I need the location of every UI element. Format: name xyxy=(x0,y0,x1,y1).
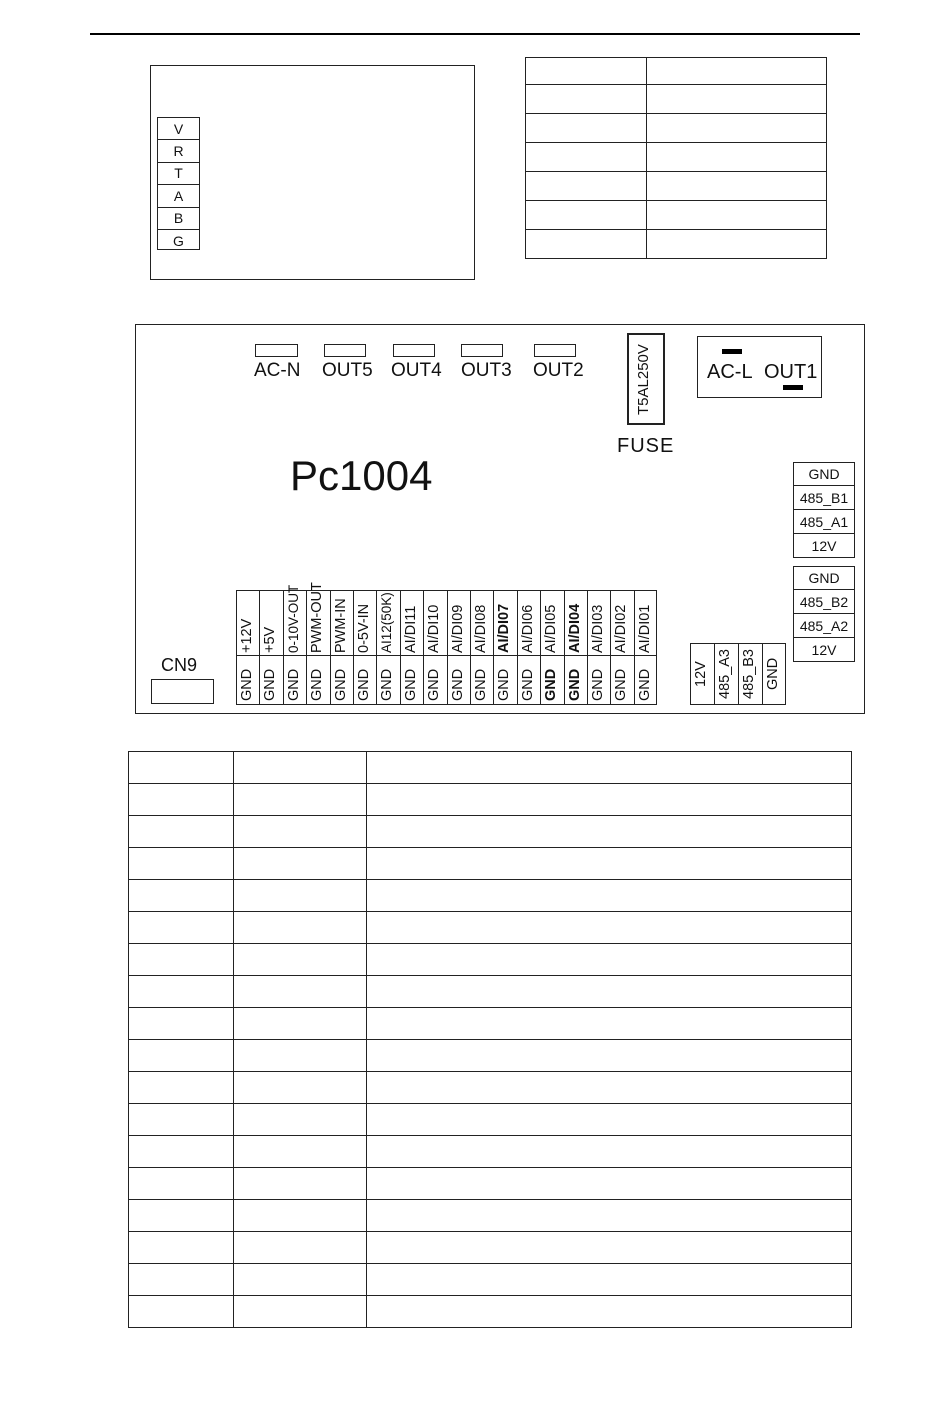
table-cell xyxy=(366,1008,851,1040)
table-row xyxy=(129,1168,852,1200)
rs485-separator xyxy=(738,643,739,705)
table-cell xyxy=(129,752,234,784)
terminal-label: OUT3 xyxy=(461,360,512,381)
io-header-separator xyxy=(517,590,518,705)
table-cell xyxy=(129,1104,234,1136)
board-model: Pc1004 xyxy=(290,452,433,499)
table-row xyxy=(129,1136,852,1168)
table-row xyxy=(129,1008,852,1040)
table-cell xyxy=(129,976,234,1008)
table-row xyxy=(129,752,852,784)
small-table-row xyxy=(526,201,827,230)
terminal-label: OUT5 xyxy=(322,360,373,381)
right-pin-label: GND xyxy=(793,566,855,590)
table-cell xyxy=(366,816,851,848)
out1-marker-top xyxy=(722,349,742,354)
rs485-pin-label: GND xyxy=(765,657,781,691)
table-cell xyxy=(366,1264,851,1296)
table-cell xyxy=(234,1264,366,1296)
table-cell xyxy=(234,912,366,944)
fuse-rating: T5AL250V xyxy=(635,344,652,416)
io-pin-top-label: AI12(50K) xyxy=(379,592,395,653)
table-cell xyxy=(366,1072,851,1104)
io-header-separator xyxy=(493,590,494,705)
io-header-separator xyxy=(540,590,541,705)
io-pin-top-label: +12V xyxy=(239,618,255,653)
io-pin-gnd-label: GND xyxy=(426,668,443,701)
io-pin-gnd-label: GND xyxy=(309,668,326,701)
io-header-separator xyxy=(634,590,635,705)
right-pin-label: 485_B2 xyxy=(793,590,855,614)
table-cell xyxy=(366,1200,851,1232)
io-header-separator xyxy=(447,590,448,705)
io-header-separator xyxy=(306,590,307,705)
small-table-row xyxy=(526,58,827,85)
table-cell xyxy=(129,944,234,976)
table-cell xyxy=(234,880,366,912)
table-cell xyxy=(234,816,366,848)
io-pin-gnd-label: GND xyxy=(496,668,513,701)
connector-pin-v: V xyxy=(157,117,200,140)
terminal-ac-n xyxy=(255,344,298,357)
table-row xyxy=(129,816,852,848)
io-pin-top-label: AI/DI09 xyxy=(449,604,466,653)
small-table-row xyxy=(526,143,827,172)
page-top-rule xyxy=(90,33,860,35)
connector-pin-a: A xyxy=(157,185,200,208)
table-row xyxy=(129,944,852,976)
bottom-table xyxy=(128,751,852,1328)
table-cell xyxy=(129,1136,234,1168)
table-cell xyxy=(234,784,366,816)
io-header-separator xyxy=(283,590,284,705)
terminal-label: OUT2 xyxy=(533,360,584,381)
table-row xyxy=(129,784,852,816)
table-cell xyxy=(366,1232,851,1264)
io-pin-top-label: +5V xyxy=(262,626,279,653)
small-table-cell xyxy=(646,85,826,114)
small-table-row xyxy=(526,172,827,201)
table-cell xyxy=(129,1296,234,1328)
table-cell xyxy=(129,1264,234,1296)
table-cell xyxy=(234,1232,366,1264)
io-pin-gnd-label: GND xyxy=(449,668,466,701)
io-pin-top-label: PWM-IN xyxy=(332,598,349,653)
small-table xyxy=(525,57,827,259)
cn9-connector xyxy=(151,679,214,704)
rs485-pin-label: 12V xyxy=(693,661,709,687)
table-cell xyxy=(129,1232,234,1264)
out1-label: OUT1 xyxy=(764,361,818,383)
io-pin-top-label: AI/DI01 xyxy=(636,604,653,653)
small-table-cell xyxy=(646,114,826,143)
table-cell xyxy=(366,1136,851,1168)
right-pin-label: 485_A2 xyxy=(793,614,855,638)
io-pin-top-label: AI/DI06 xyxy=(519,604,536,653)
table-cell xyxy=(234,976,366,1008)
small-table-cell xyxy=(526,201,647,230)
table-cell xyxy=(366,912,851,944)
table-cell xyxy=(366,1040,851,1072)
terminal-label: OUT4 xyxy=(391,360,442,381)
cn9-label: CN9 xyxy=(161,655,198,675)
table-row xyxy=(129,912,852,944)
small-table-cell xyxy=(526,230,647,259)
io-pin-gnd-label: GND xyxy=(332,668,349,701)
io-pin-top-label: AI/DI11 xyxy=(402,605,419,653)
small-table-cell xyxy=(526,85,647,114)
io-pin-gnd-label: GND xyxy=(613,668,630,701)
terminal-out4 xyxy=(393,344,435,357)
table-cell xyxy=(234,1296,366,1328)
io-pin-gnd-label: GND xyxy=(262,668,279,701)
io-pin-top-label: AI/DI05 xyxy=(543,604,560,653)
table-cell xyxy=(129,1168,234,1200)
terminal-out2 xyxy=(534,344,576,357)
table-cell xyxy=(366,1296,851,1328)
io-pin-top-label: 0-5V-IN xyxy=(356,603,372,653)
table-cell xyxy=(234,1008,366,1040)
io-header-separator xyxy=(470,590,471,705)
io-header-separator xyxy=(330,590,331,705)
table-cell xyxy=(129,816,234,848)
io-pin-gnd-label: GND xyxy=(473,668,489,701)
small-table-cell xyxy=(526,172,647,201)
io-pin-top-label: 0-10V-OUT xyxy=(285,584,301,653)
io-pin-gnd-label: GND xyxy=(402,668,419,701)
io-pin-top-label: PWM-OUT xyxy=(309,582,326,653)
small-table-cell xyxy=(526,114,647,143)
table-row xyxy=(129,1104,852,1136)
table-row xyxy=(129,1232,852,1264)
table-cell xyxy=(234,1168,366,1200)
io-pin-top-label: AI/DI02 xyxy=(613,604,630,653)
io-pin-top-label: AI/DI10 xyxy=(426,604,443,653)
io-header-separator xyxy=(353,590,354,705)
small-table-cell xyxy=(646,58,826,85)
connector-pin-t: T xyxy=(157,162,200,185)
table-cell xyxy=(366,752,851,784)
fuse-label: FUSE xyxy=(617,435,675,457)
table-cell xyxy=(129,784,234,816)
rs485-separator xyxy=(762,643,763,705)
io-pin-gnd-label: GND xyxy=(636,668,653,701)
table-cell xyxy=(234,944,366,976)
small-table-cell xyxy=(646,172,826,201)
table-cell xyxy=(366,848,851,880)
table-cell xyxy=(234,1200,366,1232)
io-pin-gnd-label: GND xyxy=(239,668,255,701)
connector-pin-b: B xyxy=(157,207,200,230)
table-cell xyxy=(366,944,851,976)
io-pin-gnd-label: GND xyxy=(356,668,372,701)
small-table-cell xyxy=(646,230,826,259)
rs485-pin-label: 485_A3 xyxy=(717,649,733,699)
table-cell xyxy=(366,1168,851,1200)
table-cell xyxy=(234,1104,366,1136)
table-row xyxy=(129,1200,852,1232)
io-header-separator xyxy=(376,590,377,705)
table-cell xyxy=(366,784,851,816)
connector-pin-g: G xyxy=(157,230,200,250)
io-header-separator xyxy=(610,590,611,705)
table-cell xyxy=(129,1072,234,1104)
table-cell xyxy=(129,912,234,944)
table-cell xyxy=(234,752,366,784)
io-pin-top-label: AI/DI07 xyxy=(496,603,513,653)
ac-l-label: AC-L xyxy=(707,361,753,383)
connector-pin-r: R xyxy=(157,140,200,163)
small-table-cell xyxy=(646,143,826,172)
small-table-cell xyxy=(646,201,826,230)
small-table-row xyxy=(526,230,827,259)
terminal-label: AC-N xyxy=(254,360,301,381)
io-pin-gnd-label: GND xyxy=(379,668,396,701)
table-row xyxy=(129,848,852,880)
io-pin-top-label: AI/DI04 xyxy=(566,603,583,653)
right-pin-label: 12V xyxy=(811,642,837,658)
table-cell xyxy=(129,1200,234,1232)
io-pin-gnd-label: GND xyxy=(590,668,606,701)
small-table-row xyxy=(526,85,827,114)
table-cell xyxy=(234,1136,366,1168)
table-cell xyxy=(129,1040,234,1072)
right-pin-label: GND xyxy=(793,462,855,486)
table-cell xyxy=(234,1040,366,1072)
io-header-separator xyxy=(400,590,401,705)
small-table-cell xyxy=(526,143,647,172)
right-pin-label: 485_B1 xyxy=(793,486,855,510)
io-pin-gnd-label: GND xyxy=(566,668,583,701)
table-row xyxy=(129,880,852,912)
table-cell xyxy=(129,848,234,880)
table-row xyxy=(129,1296,852,1328)
rs485-pin-label: 485_B3 xyxy=(741,649,757,699)
io-pin-gnd-label: GND xyxy=(519,668,536,701)
out1-marker-bottom xyxy=(783,385,803,390)
table-row xyxy=(129,1040,852,1072)
terminal-out5 xyxy=(324,344,366,357)
right-pin-label: 12V xyxy=(811,538,837,554)
io-pin-top-label: AI/DI03 xyxy=(590,604,606,653)
right-pin-label: 485_A1 xyxy=(793,510,855,534)
rs485-separator xyxy=(714,643,715,705)
table-row xyxy=(129,976,852,1008)
io-header-separator xyxy=(587,590,588,705)
table-cell xyxy=(129,1008,234,1040)
io-pin-gnd-label: GND xyxy=(543,668,560,701)
table-cell xyxy=(366,976,851,1008)
table-cell xyxy=(366,880,851,912)
io-header-separator xyxy=(259,590,260,705)
io-pin-gnd-label: GND xyxy=(285,668,302,701)
small-table-row xyxy=(526,114,827,143)
table-row xyxy=(129,1264,852,1296)
table-cell xyxy=(366,1104,851,1136)
small-table-cell xyxy=(526,58,647,85)
table-cell xyxy=(129,880,234,912)
table-cell xyxy=(234,848,366,880)
table-cell xyxy=(234,1072,366,1104)
io-header-separator xyxy=(423,590,424,705)
terminal-out3 xyxy=(461,344,503,357)
table-row xyxy=(129,1072,852,1104)
io-pin-top-label: AI/DI08 xyxy=(473,604,489,653)
io-header-separator xyxy=(564,590,565,705)
